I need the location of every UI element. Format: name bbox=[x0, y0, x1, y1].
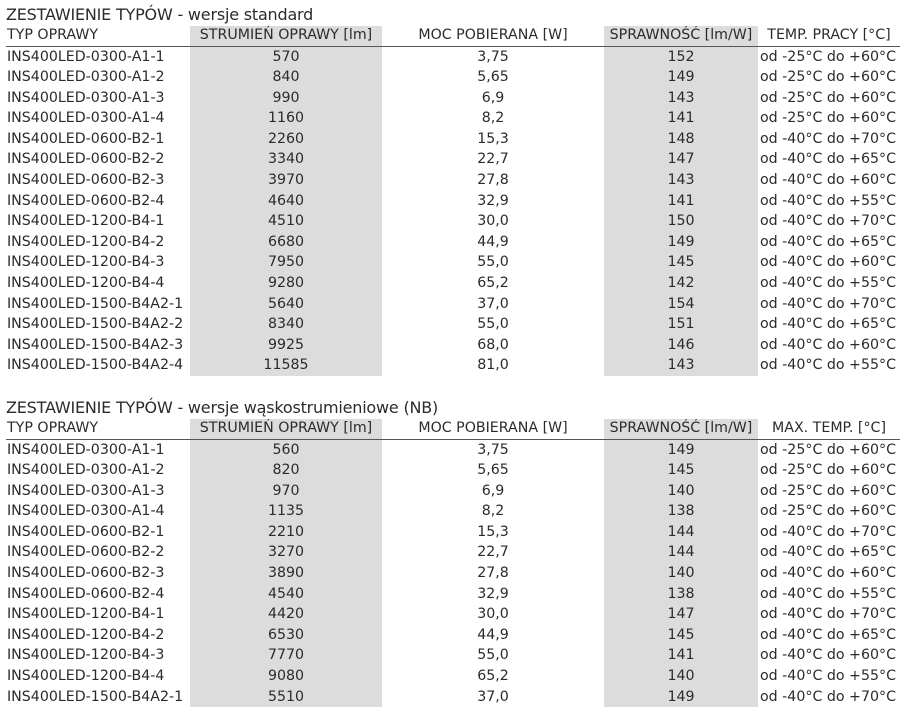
cell-temperature: od -40°C do +60°C bbox=[759, 254, 896, 271]
cell-power: 37,0 bbox=[477, 688, 509, 705]
cell-efficiency: 145 bbox=[604, 460, 758, 481]
cell-temperature: od -25°C do +60°C bbox=[759, 110, 896, 127]
cell-flux: 4420 bbox=[190, 604, 382, 625]
nb-table bbox=[6, 419, 900, 707]
table-row bbox=[6, 88, 900, 109]
cell-temperature: od -40°C do +70°C bbox=[759, 688, 896, 705]
cell-power: 6,9 bbox=[481, 89, 505, 106]
cell-efficiency: 143 bbox=[604, 170, 758, 191]
cell-power: 65,2 bbox=[477, 275, 509, 292]
cell-power: 3,75 bbox=[477, 48, 509, 65]
header-flux: STRUMIEŃ OPRAWY [lm] bbox=[190, 419, 382, 439]
cell-flux: 3270 bbox=[190, 542, 382, 563]
table-row bbox=[6, 542, 900, 563]
cell-efficiency: 149 bbox=[604, 439, 758, 460]
cell-efficiency: 146 bbox=[604, 335, 758, 356]
table-row bbox=[6, 273, 900, 294]
cell-flux: 9925 bbox=[190, 335, 382, 356]
table-row bbox=[6, 170, 900, 191]
cell-temperature: od -25°C do +60°C bbox=[759, 89, 896, 106]
cell-temperature: od -40°C do +55°C bbox=[759, 357, 896, 374]
cell-temperature: od -40°C do +70°C bbox=[759, 295, 896, 312]
cell-temperature: od -40°C do +70°C bbox=[759, 213, 896, 230]
cell-flux: 9280 bbox=[190, 273, 382, 294]
standard-header-row bbox=[6, 26, 900, 46]
cell-temperature: od -40°C do +60°C bbox=[759, 336, 896, 353]
cell-efficiency: 151 bbox=[604, 314, 758, 335]
header-flux: STRUMIEŃ OPRAWY [lm] bbox=[190, 26, 382, 46]
table-row bbox=[6, 129, 900, 150]
cell-power: 37,0 bbox=[477, 295, 509, 312]
standard-table-body bbox=[6, 46, 900, 376]
cell-temperature: od -40°C do +55°C bbox=[759, 275, 896, 292]
cell-type: INS400LED-0300-A1-3 bbox=[7, 482, 165, 499]
header-type: TYP OPRAWY bbox=[6, 419, 190, 439]
cell-type: INS400LED-1500-B4A2-4 bbox=[7, 357, 184, 374]
cell-flux: 3970 bbox=[190, 170, 382, 191]
cell-efficiency: 143 bbox=[604, 88, 758, 109]
cell-type: INS400LED-0600-B2-3 bbox=[7, 172, 165, 189]
cell-type: INS400LED-1200-B4-2 bbox=[7, 233, 165, 250]
cell-efficiency: 140 bbox=[604, 666, 758, 687]
cell-flux: 9080 bbox=[190, 666, 382, 687]
cell-power: 22,7 bbox=[477, 151, 509, 168]
header-power: MOC POBIERANA [W] bbox=[382, 419, 604, 439]
cell-power: 15,3 bbox=[477, 523, 509, 540]
cell-temperature: od -40°C do +60°C bbox=[759, 565, 896, 582]
cell-flux: 3340 bbox=[190, 149, 382, 170]
nb-header-row bbox=[6, 419, 900, 439]
cell-power: 44,9 bbox=[477, 233, 509, 250]
cell-power: 65,2 bbox=[477, 668, 509, 685]
cell-temperature: od -25°C do +60°C bbox=[759, 48, 896, 65]
table-row bbox=[6, 604, 900, 625]
cell-temperature: od -40°C do +65°C bbox=[759, 233, 896, 250]
cell-power: 81,0 bbox=[477, 357, 509, 374]
cell-temperature: od -40°C do +65°C bbox=[759, 151, 896, 168]
cell-flux: 7770 bbox=[190, 645, 382, 666]
cell-efficiency: 141 bbox=[604, 645, 758, 666]
cell-flux: 5640 bbox=[190, 294, 382, 315]
cell-type: INS400LED-1200-B4-4 bbox=[7, 275, 165, 292]
cell-flux: 970 bbox=[190, 481, 382, 502]
cell-power: 32,9 bbox=[477, 585, 509, 602]
table-row bbox=[6, 439, 900, 460]
table-row bbox=[6, 687, 900, 708]
cell-temperature: od -40°C do +65°C bbox=[759, 626, 896, 643]
cell-efficiency: 149 bbox=[604, 67, 758, 88]
cell-power: 6,9 bbox=[481, 482, 505, 499]
cell-efficiency: 140 bbox=[604, 481, 758, 502]
cell-flux: 5510 bbox=[190, 687, 382, 708]
cell-type: INS400LED-0300-A1-4 bbox=[7, 110, 165, 127]
cell-power: 68,0 bbox=[477, 336, 509, 353]
cell-flux: 4640 bbox=[190, 191, 382, 212]
table-row bbox=[6, 108, 900, 129]
cell-flux: 990 bbox=[190, 88, 382, 109]
cell-flux: 6530 bbox=[190, 625, 382, 646]
cell-efficiency: 144 bbox=[604, 542, 758, 563]
cell-efficiency: 140 bbox=[604, 563, 758, 584]
cell-power: 30,0 bbox=[477, 213, 509, 230]
table-row bbox=[6, 232, 900, 253]
cell-efficiency: 142 bbox=[604, 273, 758, 294]
cell-efficiency: 148 bbox=[604, 129, 758, 150]
cell-power: 22,7 bbox=[477, 544, 509, 561]
cell-flux: 11585 bbox=[190, 355, 382, 376]
nb-section bbox=[6, 398, 904, 707]
table-row bbox=[6, 522, 900, 543]
cell-efficiency: 149 bbox=[604, 687, 758, 708]
table-row bbox=[6, 191, 900, 212]
cell-type: INS400LED-1200-B4-3 bbox=[7, 647, 165, 664]
cell-efficiency: 150 bbox=[604, 211, 758, 232]
cell-temperature: od -40°C do +55°C bbox=[759, 668, 896, 685]
cell-temperature: od -40°C do +60°C bbox=[759, 647, 896, 664]
cell-efficiency: 145 bbox=[604, 625, 758, 646]
table-row bbox=[6, 501, 900, 522]
cell-efficiency: 149 bbox=[604, 232, 758, 253]
cell-power: 55,0 bbox=[477, 316, 509, 333]
cell-flux: 840 bbox=[190, 67, 382, 88]
cell-type: INS400LED-0300-A1-1 bbox=[7, 441, 165, 458]
cell-type: INS400LED-0300-A1-4 bbox=[7, 503, 165, 520]
cell-efficiency: 152 bbox=[604, 46, 758, 67]
cell-temperature: od -25°C do +60°C bbox=[759, 462, 896, 479]
cell-temperature: od -40°C do +70°C bbox=[759, 130, 896, 147]
cell-type: INS400LED-1200-B4-4 bbox=[7, 668, 165, 685]
table-row bbox=[6, 666, 900, 687]
cell-temperature: od -40°C do +70°C bbox=[759, 523, 896, 540]
cell-temperature: od -40°C do +55°C bbox=[759, 192, 896, 209]
table-row bbox=[6, 645, 900, 666]
nb-table-body bbox=[6, 439, 900, 707]
cell-power: 44,9 bbox=[477, 626, 509, 643]
cell-power: 8,2 bbox=[481, 110, 505, 127]
cell-type: INS400LED-1200-B4-2 bbox=[7, 626, 165, 643]
table-row bbox=[6, 625, 900, 646]
cell-power: 55,0 bbox=[477, 647, 509, 664]
cell-type: INS400LED-1500-B4A2-2 bbox=[7, 316, 184, 333]
cell-efficiency: 138 bbox=[604, 584, 758, 605]
cell-flux: 4510 bbox=[190, 211, 382, 232]
cell-type: INS400LED-0600-B2-4 bbox=[7, 192, 165, 209]
cell-power: 8,2 bbox=[481, 503, 505, 520]
table-row bbox=[6, 563, 900, 584]
cell-type: INS400LED-1500-B4A2-1 bbox=[7, 295, 184, 312]
table-row bbox=[6, 46, 900, 67]
cell-temperature: od -40°C do +65°C bbox=[759, 316, 896, 333]
cell-temperature: od -25°C do +60°C bbox=[759, 69, 896, 86]
cell-flux: 7950 bbox=[190, 252, 382, 273]
cell-efficiency: 138 bbox=[604, 501, 758, 522]
cell-type: INS400LED-1500-B4A2-1 bbox=[7, 688, 184, 705]
cell-flux: 1135 bbox=[190, 501, 382, 522]
cell-type: INS400LED-0600-B2-1 bbox=[7, 130, 165, 147]
cell-power: 3,75 bbox=[477, 441, 509, 458]
cell-temperature: od -25°C do +60°C bbox=[759, 482, 896, 499]
cell-flux: 560 bbox=[190, 439, 382, 460]
cell-flux: 570 bbox=[190, 46, 382, 67]
cell-flux: 1160 bbox=[190, 108, 382, 129]
cell-temperature: od -25°C do +60°C bbox=[759, 503, 896, 520]
cell-power: 15,3 bbox=[477, 130, 509, 147]
standard-table bbox=[6, 26, 900, 376]
header-efficiency: SPRAWNOŚĆ [lm/W] bbox=[604, 419, 758, 439]
cell-efficiency: 147 bbox=[604, 604, 758, 625]
cell-type: INS400LED-0300-A1-3 bbox=[7, 89, 165, 106]
cell-type: INS400LED-0600-B2-4 bbox=[7, 585, 165, 602]
header-power: MOC POBIERANA [W] bbox=[382, 26, 604, 46]
header-temperature: TEMP. PRACY [°C] bbox=[758, 26, 900, 46]
cell-efficiency: 144 bbox=[604, 522, 758, 543]
cell-type: INS400LED-0600-B2-2 bbox=[7, 151, 165, 168]
cell-power: 5,65 bbox=[477, 462, 509, 479]
cell-power: 55,0 bbox=[477, 254, 509, 271]
nb-title: ZESTAWIENIE TYPÓW - wersje wąskostrumieniowe (NB) bbox=[6, 398, 439, 417]
cell-efficiency: 141 bbox=[604, 108, 758, 129]
header-max-temperature: MAX. TEMP. [°C] bbox=[758, 419, 900, 439]
cell-type: INS400LED-0600-B2-1 bbox=[7, 523, 165, 540]
cell-flux: 6680 bbox=[190, 232, 382, 253]
cell-efficiency: 145 bbox=[604, 252, 758, 273]
cell-type: INS400LED-0300-A1-2 bbox=[7, 462, 165, 479]
cell-type: INS400LED-1500-B4A2-3 bbox=[7, 336, 184, 353]
cell-power: 27,8 bbox=[477, 565, 509, 582]
cell-type: INS400LED-0300-A1-2 bbox=[7, 69, 165, 86]
cell-efficiency: 154 bbox=[604, 294, 758, 315]
cell-flux: 8340 bbox=[190, 314, 382, 335]
cell-temperature: od -40°C do +65°C bbox=[759, 544, 896, 561]
header-efficiency: SPRAWNOŚĆ [lm/W] bbox=[604, 26, 758, 46]
cell-efficiency: 147 bbox=[604, 149, 758, 170]
cell-power: 32,9 bbox=[477, 192, 509, 209]
cell-power: 27,8 bbox=[477, 172, 509, 189]
cell-type: INS400LED-1200-B4-1 bbox=[7, 606, 165, 623]
standard-title: ZESTAWIENIE TYPÓW - wersje standard bbox=[6, 5, 314, 24]
header-type: TYP OPRAWY bbox=[6, 26, 190, 46]
cell-temperature: od -40°C do +55°C bbox=[759, 585, 896, 602]
cell-flux: 3890 bbox=[190, 563, 382, 584]
cell-type: INS400LED-0300-A1-1 bbox=[7, 48, 165, 65]
cell-type: INS400LED-1200-B4-3 bbox=[7, 254, 165, 271]
table-row bbox=[6, 355, 900, 376]
table-row bbox=[6, 584, 900, 605]
table-row bbox=[6, 335, 900, 356]
cell-flux: 820 bbox=[190, 460, 382, 481]
table-row bbox=[6, 252, 900, 273]
cell-flux: 2260 bbox=[190, 129, 382, 150]
table-row bbox=[6, 481, 900, 502]
table-row bbox=[6, 67, 900, 88]
cell-temperature: od -40°C do +60°C bbox=[759, 172, 896, 189]
cell-temperature: od -40°C do +70°C bbox=[759, 606, 896, 623]
cell-type: INS400LED-0600-B2-3 bbox=[7, 565, 165, 582]
table-row bbox=[6, 211, 900, 232]
table-row bbox=[6, 460, 900, 481]
cell-flux: 2210 bbox=[190, 522, 382, 543]
table-row bbox=[6, 294, 900, 315]
standard-section bbox=[6, 5, 904, 376]
cell-type: INS400LED-1200-B4-1 bbox=[7, 213, 165, 230]
cell-power: 30,0 bbox=[477, 606, 509, 623]
cell-efficiency: 141 bbox=[604, 191, 758, 212]
cell-power: 5,65 bbox=[477, 69, 509, 86]
table-row bbox=[6, 314, 900, 335]
cell-efficiency: 143 bbox=[604, 355, 758, 376]
table-row bbox=[6, 149, 900, 170]
cell-temperature: od -25°C do +60°C bbox=[759, 441, 896, 458]
cell-flux: 4540 bbox=[190, 584, 382, 605]
cell-type: INS400LED-0600-B2-2 bbox=[7, 544, 165, 561]
